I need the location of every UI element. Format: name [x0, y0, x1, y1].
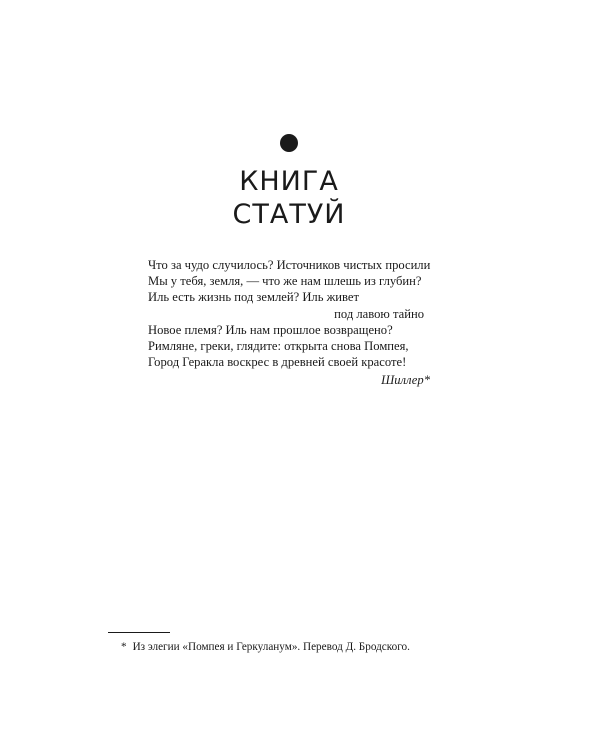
footnote-divider [108, 632, 170, 633]
epigraph-line: Мы у тебя, земля, — что же нам шлешь из глубин? [148, 274, 422, 289]
bullet-ornament-icon [280, 134, 298, 152]
footnote-mark: * [121, 641, 127, 653]
epigraph-line-indented: под лавою тайно [334, 306, 424, 321]
chapter-title-line-2: СТАТУЙ [232, 199, 346, 230]
epigraph-author: Шиллер* [381, 373, 430, 388]
epigraph-line: Новое племя? Иль нам прошлое возвращено? [148, 322, 393, 337]
footnote-text: Из элегии «Помпея и Геркуланум». Перевод Д. Бродского. [132, 641, 410, 653]
epigraph-line: Город Геракла воскрес в древней своей красоте! [148, 355, 407, 370]
footnote [121, 640, 410, 654]
epigraph-line: Иль есть жизнь под землей? Иль живет [148, 290, 360, 305]
epigraph-line: Что за чудо случилось? Источников чистых просили [148, 258, 431, 272]
epigraph [148, 257, 430, 389]
chapter-title-line-1: КНИГА [239, 166, 339, 197]
epigraph-line: Римляне, греки, глядите: открыта снова Помпея, [148, 339, 409, 354]
